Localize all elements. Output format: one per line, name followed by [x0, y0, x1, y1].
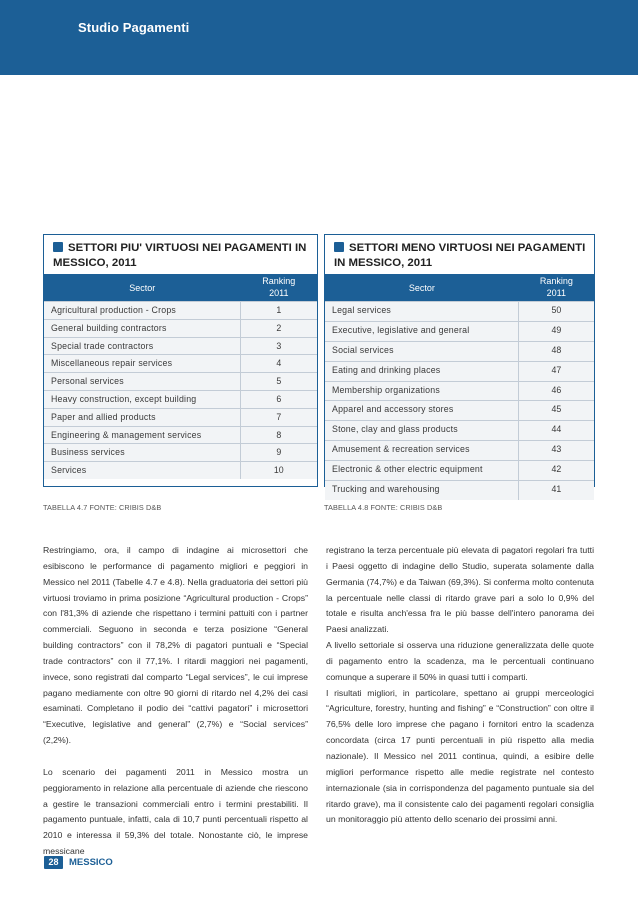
table-caption: TABELLA 4.8 FONTE: CRIBIS D&B — [324, 503, 443, 512]
cell-ranking: 50 — [551, 305, 562, 315]
header-band — [0, 0, 638, 75]
paragraph: A livello settoriale si osserva una riduzione generalizzata delle quote di pagamento entro la scadenza, ma le percentuali continuano comunque a superare il 50% in quasi tutti i comparti. — [326, 640, 594, 682]
cell-sector: Apparel and accessory stores — [332, 404, 454, 415]
cell-sector: Business services — [51, 447, 125, 458]
paragraph: I risultati migliori, in particolare, spettano ai gruppi merceologici “Agriculture, forestry, hunting and fishing” e “Construction” con oltre il 76,5% delle loro imprese che pagano i fornitori entro la scadenza concordata (circa 17 punti percentuali in più rispetto alla media nazionale). Il Messico nel 2011 continua, quindi, a esibire delle migliori performance rispetto alle medie registrate nel contesto internazionale (sia in corrispondenza del pagamento puntuale sia del ritardo grave), ma il consistente calo dei pagamenti regolari consiglia un monitoraggio più attento dello scenario dei prossimi anni. — [326, 687, 594, 825]
table-row — [325, 321, 594, 341]
cell-sector: Social services — [332, 344, 394, 355]
table-row — [325, 361, 594, 381]
cell-ranking: 8 — [276, 429, 282, 440]
table-header — [325, 274, 594, 301]
cell-sector: Agricultural production - Crops — [51, 305, 177, 315]
cell-sector: Trucking and warehousing — [332, 484, 440, 495]
cell-ranking: 3 — [276, 340, 282, 351]
page-number-badge: 28 — [44, 856, 63, 869]
table-caption: TABELLA 4.7 FONTE: CRIBIS D&B — [43, 503, 162, 512]
cell-ranking: 46 — [551, 384, 562, 395]
cell-sector: Membership organizations — [332, 384, 440, 395]
cell-sector: Special trade contractors — [51, 340, 154, 351]
table-row — [325, 420, 594, 440]
table-row — [325, 381, 594, 401]
table-body — [44, 301, 317, 479]
paragraph: Lo scenario dei pagamenti 2011 in Messico mostra un peggioramento in relazione alla percentuale di aziende che riescono a gestire le transazioni commerciali entro i termini prestabiliti. Il pagamento puntuale, infatti, cala di 10,7 punti percentuali rispetto al 2010 e interessa il 59,3% del totale. Nonostante ciò, le imprese messicane — [43, 766, 308, 857]
table-row — [44, 408, 317, 426]
table-title: SETTORI MENO VIRTUOSI NEI PAGAMENTI IN MESSICO, 2011 — [334, 242, 586, 269]
table-title: SETTORI PIU' VIRTUOSI NEI PAGAMENTI IN MESSICO, 2011 — [53, 242, 307, 269]
body-column-right — [326, 543, 594, 828]
cell-ranking: 7 — [276, 411, 282, 422]
table-row — [44, 319, 317, 337]
cell-ranking: 48 — [551, 344, 562, 355]
table-row — [44, 443, 317, 461]
body-column-left — [43, 543, 308, 860]
table-row — [325, 480, 594, 500]
cell-ranking: 9 — [276, 447, 282, 458]
cell-sector: Engineering & management services — [51, 429, 202, 440]
cell-sector: Executive, legislative and general — [332, 324, 470, 335]
cell-ranking: 4 — [276, 358, 282, 369]
table-row — [44, 337, 317, 355]
table-row — [44, 301, 317, 319]
table-row — [44, 390, 317, 408]
cell-ranking: 1 — [276, 305, 282, 315]
table-header — [44, 274, 317, 301]
cell-ranking: 49 — [551, 324, 562, 335]
square-bullet-icon — [53, 242, 63, 252]
footer-section-label: MESSICO — [69, 857, 113, 868]
table-row — [44, 372, 317, 390]
paragraph: Restringiamo, ora, il campo di indagine ai microsettori che esibiscono le performance di pagamento migliori e peggiori in Messico nel 2011 (Tabelle 4.7 e 4.8). Nella graduatoria dei settori più virtuosi troviamo in prima posizione “Agricultural production - Crops” con l'81,3% di aziende che rispettano i termini pattuiti con i partner commerciali. Seguono in seconda e terza posizione “General building contractors” con il 78,2% di pagatori puntuali e “Special trade contractors” con il 77,1%. I ritardi maggiori nei pagamenti, invece, sono registrati dal comparto “Legal services”, le cui imprese pagano mediamente con oltre 90 giorni di ritardo nel 4,2% dei casi esaminati. Completano il podio dei “cattivi pagatori” i microsettori “Executive, legislative and general” (2,7%) e “Social services” (2,2%). — [43, 545, 308, 746]
table-row — [325, 341, 594, 361]
cell-ranking: 47 — [551, 364, 562, 375]
table-row — [325, 301, 594, 321]
cell-sector: Amusement & recreation services — [332, 444, 470, 455]
table-row — [325, 460, 594, 480]
cell-ranking: 45 — [551, 404, 562, 415]
cell-sector: Services — [51, 465, 87, 476]
cell-ranking: 41 — [551, 484, 562, 495]
table-worst-sectors — [324, 234, 595, 495]
cell-sector: General building contractors — [51, 322, 167, 333]
table-best-sectors — [43, 234, 318, 487]
column-header-sector: Sector — [408, 283, 435, 293]
square-bullet-icon — [334, 242, 344, 252]
cell-sector: Personal services — [51, 376, 124, 387]
table-row — [44, 426, 317, 444]
cell-ranking: 2 — [276, 322, 282, 333]
table-body — [325, 301, 594, 500]
cell-ranking: 6 — [276, 393, 282, 404]
section-title: Studio Pagamenti — [78, 20, 190, 35]
table-row — [44, 461, 317, 479]
paragraph: registrano la terza percentuale più elevata di pagatori regolari fra tutti i Paesi oggetto di indagine dello Studio, superata solamente dalla Germania (74,7%) e da Taiwan (69,3%). Si conferma molto contenuta la percentuale nelle classi di ritardo grave pari a solo lo 0,9% del totale e risulta anch'essa fra le più basse dell'intero panorama dei Paesi analizzati. — [326, 545, 594, 635]
table-row — [325, 440, 594, 460]
table-row — [44, 354, 317, 372]
cell-sector: Stone, clay and glass products — [332, 424, 458, 435]
cell-sector: Electronic & other electric equipment — [332, 464, 483, 475]
cell-ranking: 44 — [551, 424, 562, 435]
cell-sector: Paper and allied products — [51, 411, 156, 422]
cell-sector: Legal services — [332, 305, 392, 315]
cell-ranking: 43 — [551, 444, 562, 455]
cell-sector: Miscellaneous repair services — [51, 358, 173, 369]
table-row — [325, 400, 594, 420]
column-header-sector: Sector — [129, 283, 156, 293]
cell-sector: Heavy construction, except building — [51, 393, 197, 404]
column-header-ranking: Ranking 2011 — [262, 276, 296, 298]
cell-ranking: 5 — [276, 376, 282, 387]
column-header-ranking: Ranking 2011 — [539, 276, 573, 298]
cell-ranking: 42 — [551, 464, 562, 475]
cell-sector: Eating and drinking places — [332, 364, 441, 375]
cell-ranking: 10 — [273, 465, 284, 476]
